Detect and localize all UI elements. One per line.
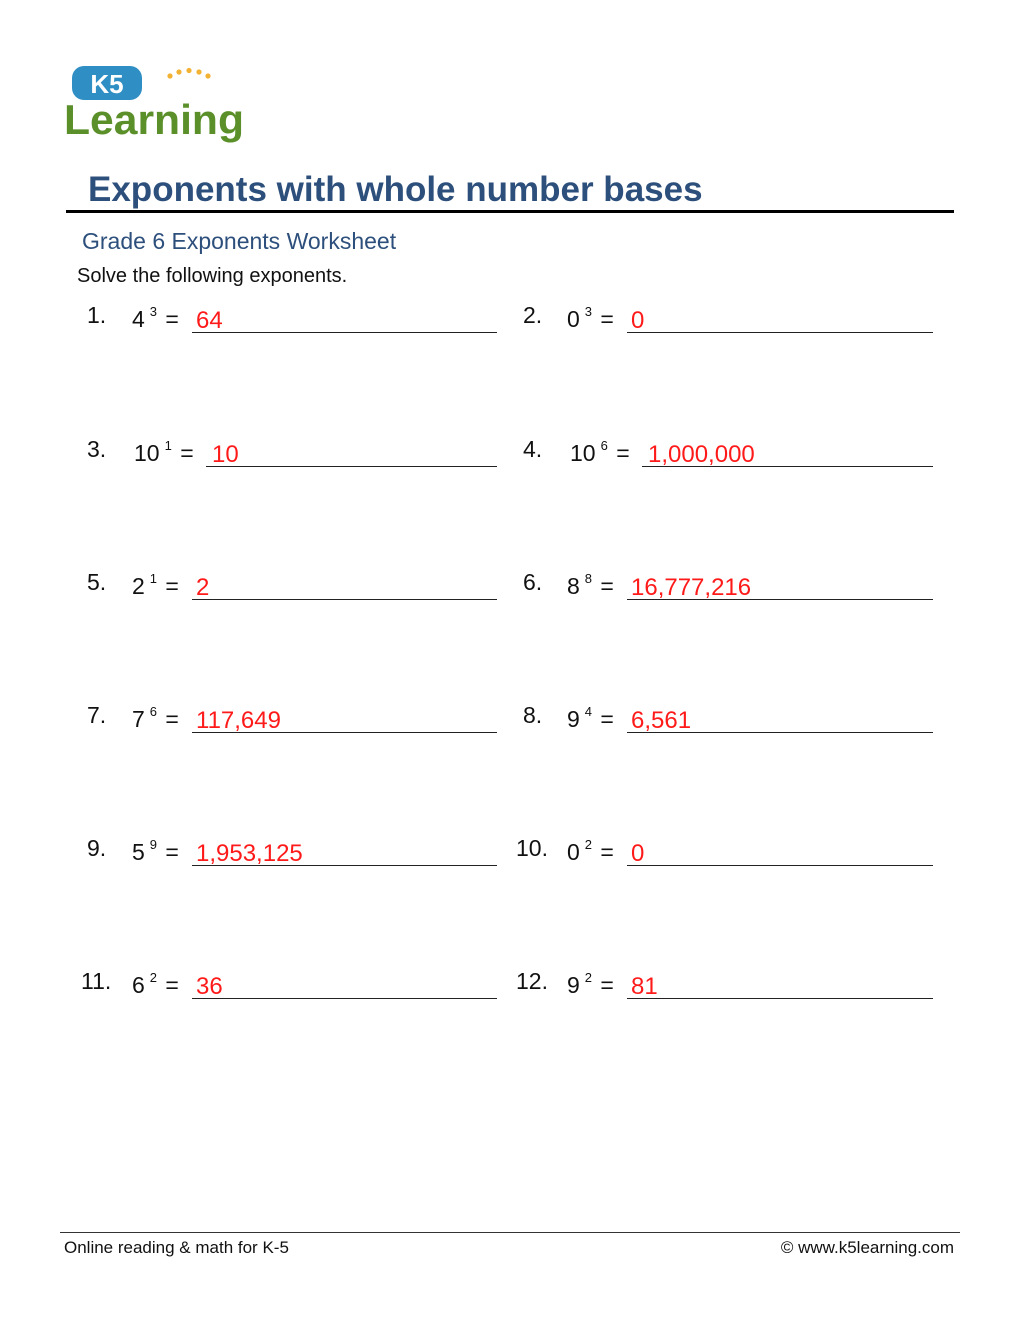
equals-sign: = (600, 306, 614, 332)
exponent-expression (567, 704, 614, 733)
base: 9 (567, 972, 580, 998)
equals-sign: = (165, 573, 179, 599)
page-title: Exponents with whole number bases (88, 170, 703, 209)
answer-value: 0 (631, 307, 645, 334)
exponent: 1 (164, 438, 172, 453)
exponent: 3 (149, 304, 158, 319)
answer-line[interactable] (627, 332, 933, 333)
exponent-expression (132, 837, 179, 866)
problem-7 (60, 702, 500, 742)
problem-1 (60, 302, 500, 342)
problem-number: 1. (87, 302, 107, 328)
equals-sign: = (600, 573, 614, 599)
problem-8 (496, 702, 936, 742)
base: 10 (570, 440, 596, 466)
logo-graphic (62, 62, 252, 146)
problem-number: 2. (523, 302, 543, 328)
problem-5 (60, 569, 500, 609)
exponent: 2 (149, 970, 158, 985)
equals-sign: = (165, 972, 179, 998)
answer-value: 0 (631, 840, 645, 867)
problem-number: 4. (523, 436, 543, 462)
answer-line[interactable] (627, 865, 933, 866)
k5-learning-logo (62, 62, 252, 146)
equals-sign: = (600, 839, 614, 865)
problem-6 (496, 569, 936, 609)
answer-value: 16,777,216 (631, 574, 752, 601)
problem-number: 3. (87, 436, 107, 462)
exponent-expression (567, 571, 614, 600)
answer-value: 81 (631, 973, 658, 1000)
equals-sign: = (165, 706, 179, 732)
exponent-expression (567, 837, 614, 866)
base: 5 (132, 839, 145, 865)
equals-sign: = (600, 972, 614, 998)
exponent-expression (570, 438, 630, 467)
answer-value: 1,000,000 (648, 441, 755, 468)
logo-word: Learning (64, 96, 244, 143)
base: 0 (567, 839, 580, 865)
exponent: 4 (584, 704, 593, 719)
base: 2 (132, 573, 145, 599)
answer-line[interactable] (206, 466, 497, 467)
problem-number: 6. (523, 569, 543, 595)
equals-sign: = (180, 440, 194, 466)
exponent: 6 (149, 704, 158, 719)
equals-sign: = (165, 839, 179, 865)
problem-2 (496, 302, 936, 342)
answer-value: 117,649 (196, 707, 281, 734)
base: 0 (567, 306, 580, 332)
equals-sign: = (165, 306, 179, 332)
answer-value: 2 (196, 574, 210, 601)
base: 7 (132, 706, 145, 732)
exponent-expression (567, 970, 614, 999)
answer-value: 1,953,125 (196, 840, 303, 867)
exponent: 6 (600, 438, 608, 453)
answer-value: 6,561 (631, 707, 692, 734)
problem-number: 11. (81, 968, 112, 994)
problem-10 (496, 835, 936, 875)
exponent: 3 (584, 304, 593, 319)
problem-3 (60, 436, 500, 476)
footer-tagline: Online reading & math for K-5 (64, 1238, 289, 1257)
exponent-expression (132, 704, 179, 733)
worksheet-subtitle: Grade 6 Exponents Worksheet (82, 228, 397, 254)
problem-number: 7. (87, 702, 107, 728)
exponent-expression (132, 970, 179, 999)
exponent: 1 (149, 571, 158, 586)
base: 6 (132, 972, 145, 998)
problem-number: 9. (87, 835, 107, 861)
footer-divider (60, 1232, 960, 1233)
answer-line[interactable] (627, 998, 933, 999)
exponent-expression (134, 438, 194, 467)
problem-number: 8. (523, 702, 543, 728)
base: 8 (567, 573, 580, 599)
exponent: 8 (584, 571, 593, 586)
exponent-expression (132, 571, 179, 600)
instructions: Solve the following exponents. (77, 265, 348, 287)
answer-line[interactable] (192, 998, 497, 999)
logo-badge-text: K5 (90, 69, 124, 99)
problem-number: 5. (87, 569, 107, 595)
exponent: 2 (584, 970, 593, 985)
problem-number: 10. (516, 835, 548, 861)
problem-9 (60, 835, 500, 875)
problem-4 (496, 436, 936, 476)
answer-line[interactable] (192, 599, 497, 600)
equals-sign: = (600, 706, 614, 732)
problem-11 (60, 968, 500, 1008)
exponent-expression (132, 304, 179, 333)
title-underline (66, 210, 954, 213)
equals-sign: = (616, 440, 630, 466)
answer-line[interactable] (192, 332, 497, 333)
exponent: 9 (149, 837, 158, 852)
base: 10 (134, 440, 160, 466)
footer-website[interactable]: © www.k5learning.com (780, 1238, 954, 1257)
answer-value: 10 (212, 441, 239, 468)
answer-value: 36 (196, 973, 223, 1000)
base: 9 (567, 706, 580, 732)
problem-number: 12. (516, 968, 548, 994)
exponent-expression (567, 304, 614, 333)
problem-12 (496, 968, 936, 1008)
answer-value: 64 (196, 307, 223, 334)
base: 4 (132, 306, 145, 332)
exponent: 2 (584, 837, 593, 852)
